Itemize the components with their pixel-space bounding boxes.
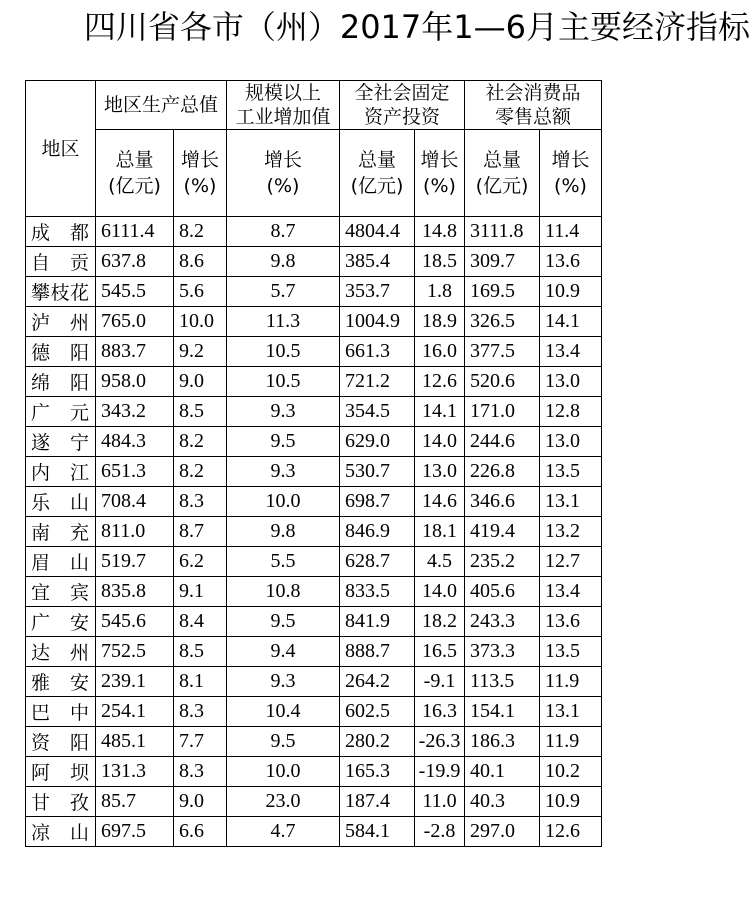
- cell-industry-growth: 5.7: [227, 277, 340, 307]
- cell-gdp-growth: 8.3: [174, 487, 227, 517]
- cell-gdp-total: 6111.4: [96, 217, 174, 247]
- table-row: [26, 787, 602, 817]
- cell-industry-growth: 9.3: [227, 457, 340, 487]
- cell-gdp-total: 752.5: [96, 637, 174, 667]
- cell-retail-total: 520.6: [465, 367, 540, 397]
- cell-gdp-growth: 10.0: [174, 307, 227, 337]
- cell-gdp-growth: 8.6: [174, 247, 227, 277]
- cell-region: 巴中: [26, 697, 96, 727]
- subheader-growth-line2: (%): [266, 175, 300, 197]
- cell-retail-total: 244.6: [465, 427, 540, 457]
- table-row: [26, 817, 602, 847]
- cell-retail-total: 346.6: [465, 487, 540, 517]
- cell-gdp-growth: 8.4: [174, 607, 227, 637]
- cell-region: 泸州: [26, 307, 96, 337]
- table-row: [26, 727, 602, 757]
- cell-inv-growth: 18.9: [415, 307, 465, 337]
- cell-gdp-total: 765.0: [96, 307, 174, 337]
- cell-industry-growth: 10.8: [227, 577, 340, 607]
- cell-retail-growth: 10.2: [540, 757, 602, 787]
- header-retail-line2: 零售总额: [494, 106, 571, 128]
- cell-retail-growth: 13.0: [540, 367, 602, 397]
- cell-inv-growth: 18.1: [415, 517, 465, 547]
- cell-inv-total: 833.5: [340, 577, 415, 607]
- subheader-gdp-growth: [174, 130, 227, 217]
- cell-inv-total: 629.0: [340, 427, 415, 457]
- cell-retail-growth: 13.5: [540, 457, 602, 487]
- table-row: [26, 757, 602, 787]
- cell-gdp-total: 85.7: [96, 787, 174, 817]
- cell-gdp-growth: 9.0: [174, 367, 227, 397]
- table-row: [26, 397, 602, 427]
- subheader-inv-growth: [415, 130, 465, 217]
- table-row: [26, 367, 602, 397]
- cell-gdp-total: 545.6: [96, 607, 174, 637]
- cell-retail-growth: 13.0: [540, 427, 602, 457]
- cell-inv-growth: 16.5: [415, 637, 465, 667]
- subheader-inv-total: [340, 130, 415, 217]
- cell-inv-growth: 14.8: [415, 217, 465, 247]
- cell-gdp-growth: 5.6: [174, 277, 227, 307]
- cell-retail-total: 297.0: [465, 817, 540, 847]
- cell-retail-growth: 13.2: [540, 517, 602, 547]
- cell-retail-total: 326.5: [465, 307, 540, 337]
- cell-industry-growth: 9.4: [227, 637, 340, 667]
- cell-inv-total: 385.4: [340, 247, 415, 277]
- cell-retail-growth: 13.6: [540, 247, 602, 277]
- cell-inv-growth: 12.6: [415, 367, 465, 397]
- cell-region: 乐山: [26, 487, 96, 517]
- cell-inv-total: 602.5: [340, 697, 415, 727]
- cell-gdp-total: 519.7: [96, 547, 174, 577]
- cell-region: 绵阳: [26, 367, 96, 397]
- cell-gdp-total: 545.5: [96, 277, 174, 307]
- cell-region: 内江: [26, 457, 96, 487]
- cell-gdp-total: 708.4: [96, 487, 174, 517]
- cell-inv-total: 187.4: [340, 787, 415, 817]
- cell-retail-growth: 13.1: [540, 487, 602, 517]
- economic-indicators-table: [25, 80, 602, 847]
- cell-industry-growth: 10.5: [227, 337, 340, 367]
- cell-retail-growth: 11.9: [540, 727, 602, 757]
- cell-inv-growth: -19.9: [415, 757, 465, 787]
- subheader-total-line1: 总量: [115, 149, 154, 171]
- cell-region: 眉山: [26, 547, 96, 577]
- cell-gdp-growth: 8.2: [174, 427, 227, 457]
- cell-region: 资阳: [26, 727, 96, 757]
- cell-industry-growth: 11.3: [227, 307, 340, 337]
- cell-retail-growth: 10.9: [540, 787, 602, 817]
- cell-retail-growth: 12.7: [540, 547, 602, 577]
- cell-inv-total: 721.2: [340, 367, 415, 397]
- cell-retail-total: 405.6: [465, 577, 540, 607]
- cell-retail-total: 3111.8: [465, 217, 540, 247]
- page-title: 四川省各市（州）2017年1—6月主要经济指标: [83, 8, 750, 46]
- table-row: [26, 277, 602, 307]
- subheader-retail-total: [465, 130, 540, 217]
- subheader-retail-growth: [540, 130, 602, 217]
- cell-retail-total: 186.3: [465, 727, 540, 757]
- cell-industry-growth: 9.3: [227, 397, 340, 427]
- cell-gdp-growth: 9.2: [174, 337, 227, 367]
- cell-retail-total: 154.1: [465, 697, 540, 727]
- subheader-growth-line1: 增长: [420, 149, 459, 171]
- header-region: 地区: [26, 81, 96, 217]
- cell-inv-total: 530.7: [340, 457, 415, 487]
- cell-region: 遂宁: [26, 427, 96, 457]
- cell-gdp-growth: 6.2: [174, 547, 227, 577]
- cell-region: 攀枝花: [26, 277, 96, 307]
- cell-region: 宜宾: [26, 577, 96, 607]
- cell-inv-total: 841.9: [340, 607, 415, 637]
- cell-gdp-growth: 9.1: [174, 577, 227, 607]
- cell-region: 自贡: [26, 247, 96, 277]
- cell-inv-total: 353.7: [340, 277, 415, 307]
- cell-industry-growth: 8.7: [227, 217, 340, 247]
- cell-gdp-growth: 7.7: [174, 727, 227, 757]
- cell-retail-total: 235.2: [465, 547, 540, 577]
- cell-gdp-total: 883.7: [96, 337, 174, 367]
- cell-industry-growth: 9.3: [227, 667, 340, 697]
- cell-inv-total: 888.7: [340, 637, 415, 667]
- cell-inv-total: 280.2: [340, 727, 415, 757]
- cell-region: 阿坝: [26, 757, 96, 787]
- subheader-industry-growth: [227, 130, 340, 217]
- cell-inv-growth: 13.0: [415, 457, 465, 487]
- cell-gdp-total: 131.3: [96, 757, 174, 787]
- cell-gdp-growth: 8.1: [174, 667, 227, 697]
- cell-retail-total: 40.3: [465, 787, 540, 817]
- cell-inv-growth: 14.0: [415, 427, 465, 457]
- table-row: [26, 427, 602, 457]
- cell-inv-total: 165.3: [340, 757, 415, 787]
- cell-gdp-total: 485.1: [96, 727, 174, 757]
- cell-inv-growth: 14.6: [415, 487, 465, 517]
- table-row: [26, 547, 602, 577]
- subheader-total-line2: (亿元): [350, 175, 404, 197]
- cell-retail-total: 373.3: [465, 637, 540, 667]
- table-row: [26, 697, 602, 727]
- cell-industry-growth: 10.0: [227, 757, 340, 787]
- cell-gdp-total: 651.3: [96, 457, 174, 487]
- cell-inv-total: 846.9: [340, 517, 415, 547]
- cell-retail-growth: 11.4: [540, 217, 602, 247]
- cell-industry-growth: 4.7: [227, 817, 340, 847]
- cell-region: 甘孜: [26, 787, 96, 817]
- cell-gdp-growth: 8.5: [174, 397, 227, 427]
- table-row: [26, 487, 602, 517]
- subheader-growth-line1: 增长: [180, 149, 219, 171]
- cell-gdp-total: 811.0: [96, 517, 174, 547]
- cell-retail-total: 419.4: [465, 517, 540, 547]
- table-row: [26, 337, 602, 367]
- cell-gdp-total: 484.3: [96, 427, 174, 457]
- cell-retail-growth: 14.1: [540, 307, 602, 337]
- cell-gdp-growth: 8.2: [174, 457, 227, 487]
- cell-retail-total: 309.7: [465, 247, 540, 277]
- cell-inv-growth: -9.1: [415, 667, 465, 697]
- cell-inv-growth: -26.3: [415, 727, 465, 757]
- table-row: [26, 457, 602, 487]
- table-row: [26, 517, 602, 547]
- cell-retail-growth: 13.1: [540, 697, 602, 727]
- cell-industry-growth: 23.0: [227, 787, 340, 817]
- table-row: [26, 667, 602, 697]
- cell-retail-growth: 13.6: [540, 607, 602, 637]
- cell-retail-total: 226.8: [465, 457, 540, 487]
- subheader-growth-line2: (%): [554, 175, 587, 197]
- subheader-growth-line2: (%): [423, 175, 456, 197]
- cell-inv-total: 584.1: [340, 817, 415, 847]
- subheader-growth-line1: 增长: [551, 149, 590, 171]
- cell-gdp-growth: 6.6: [174, 817, 227, 847]
- cell-inv-growth: 18.2: [415, 607, 465, 637]
- cell-inv-growth: 14.1: [415, 397, 465, 427]
- cell-retail-growth: 13.4: [540, 577, 602, 607]
- cell-industry-growth: 9.5: [227, 427, 340, 457]
- cell-inv-total: 628.7: [340, 547, 415, 577]
- table-row: [26, 607, 602, 637]
- cell-gdp-growth: 9.0: [174, 787, 227, 817]
- cell-gdp-growth: 8.7: [174, 517, 227, 547]
- cell-region: 雅安: [26, 667, 96, 697]
- subheader-growth-line2: (%): [183, 175, 217, 197]
- header-retail: [465, 81, 602, 130]
- cell-inv-growth: 1.8: [415, 277, 465, 307]
- subheader-total-line1: 总量: [482, 149, 521, 171]
- cell-inv-total: 4804.4: [340, 217, 415, 247]
- cell-gdp-growth: 8.3: [174, 697, 227, 727]
- cell-inv-total: 264.2: [340, 667, 415, 697]
- header-retail-line1: 社会消费品: [485, 82, 581, 104]
- cell-gdp-total: 958.0: [96, 367, 174, 397]
- header-investment-line2: 资产投资: [363, 106, 440, 128]
- cell-inv-growth: 18.5: [415, 247, 465, 277]
- cell-retail-total: 171.0: [465, 397, 540, 427]
- cell-gdp-total: 239.1: [96, 667, 174, 697]
- cell-gdp-growth: 8.5: [174, 637, 227, 667]
- subheader-row: [26, 130, 602, 217]
- cell-region: 广元: [26, 397, 96, 427]
- subheader-gdp-total: [96, 130, 174, 217]
- cell-retail-growth: 13.4: [540, 337, 602, 367]
- cell-retail-total: 243.3: [465, 607, 540, 637]
- cell-inv-growth: 11.0: [415, 787, 465, 817]
- header-investment: [340, 81, 465, 130]
- cell-region: 广安: [26, 607, 96, 637]
- cell-gdp-growth: 8.3: [174, 757, 227, 787]
- subheader-total-line2: (亿元): [108, 175, 161, 197]
- table-row: [26, 217, 602, 247]
- header-industry-line1: 规模以上: [244, 82, 321, 104]
- cell-inv-growth: 16.3: [415, 697, 465, 727]
- cell-inv-growth: 16.0: [415, 337, 465, 367]
- cell-retail-growth: 12.6: [540, 817, 602, 847]
- table-row: [26, 637, 602, 667]
- table-row: [26, 577, 602, 607]
- cell-industry-growth: 9.8: [227, 517, 340, 547]
- cell-industry-growth: 10.5: [227, 367, 340, 397]
- header-gdp: 地区生产总值: [96, 81, 227, 130]
- cell-gdp-total: 835.8: [96, 577, 174, 607]
- cell-region: 南充: [26, 517, 96, 547]
- cell-region: 德阳: [26, 337, 96, 367]
- cell-inv-growth: 14.0: [415, 577, 465, 607]
- subheader-growth-line1: 增长: [263, 149, 302, 171]
- cell-inv-total: 1004.9: [340, 307, 415, 337]
- table-row: [26, 307, 602, 337]
- header-industry-line2: 工业增加值: [235, 106, 331, 128]
- cell-retail-total: 113.5: [465, 667, 540, 697]
- header-investment-line1: 全社会固定: [354, 82, 450, 104]
- cell-gdp-growth: 8.2: [174, 217, 227, 247]
- cell-region: 达州: [26, 637, 96, 667]
- cell-gdp-total: 637.8: [96, 247, 174, 277]
- cell-inv-growth: -2.8: [415, 817, 465, 847]
- cell-inv-total: 698.7: [340, 487, 415, 517]
- header-industry: [227, 81, 340, 130]
- subheader-total-line1: 总量: [357, 149, 396, 171]
- cell-industry-growth: 10.0: [227, 487, 340, 517]
- cell-retail-growth: 13.5: [540, 637, 602, 667]
- cell-industry-growth: 9.5: [227, 607, 340, 637]
- cell-industry-growth: 5.5: [227, 547, 340, 577]
- cell-region: 成都: [26, 217, 96, 247]
- cell-inv-total: 354.5: [340, 397, 415, 427]
- cell-gdp-total: 343.2: [96, 397, 174, 427]
- subheader-total-line2: (亿元): [475, 175, 529, 197]
- cell-inv-total: 661.3: [340, 337, 415, 367]
- cell-gdp-total: 697.5: [96, 817, 174, 847]
- cell-retail-total: 377.5: [465, 337, 540, 367]
- cell-industry-growth: 9.5: [227, 727, 340, 757]
- header-row: [26, 81, 602, 130]
- cell-retail-growth: 11.9: [540, 667, 602, 697]
- cell-retail-growth: 10.9: [540, 277, 602, 307]
- cell-industry-growth: 9.8: [227, 247, 340, 277]
- cell-industry-growth: 10.4: [227, 697, 340, 727]
- table-row: [26, 247, 602, 277]
- cell-retail-growth: 12.8: [540, 397, 602, 427]
- cell-retail-total: 40.1: [465, 757, 540, 787]
- cell-inv-growth: 4.5: [415, 547, 465, 577]
- cell-retail-total: 169.5: [465, 277, 540, 307]
- cell-region: 凉山: [26, 817, 96, 847]
- cell-gdp-total: 254.1: [96, 697, 174, 727]
